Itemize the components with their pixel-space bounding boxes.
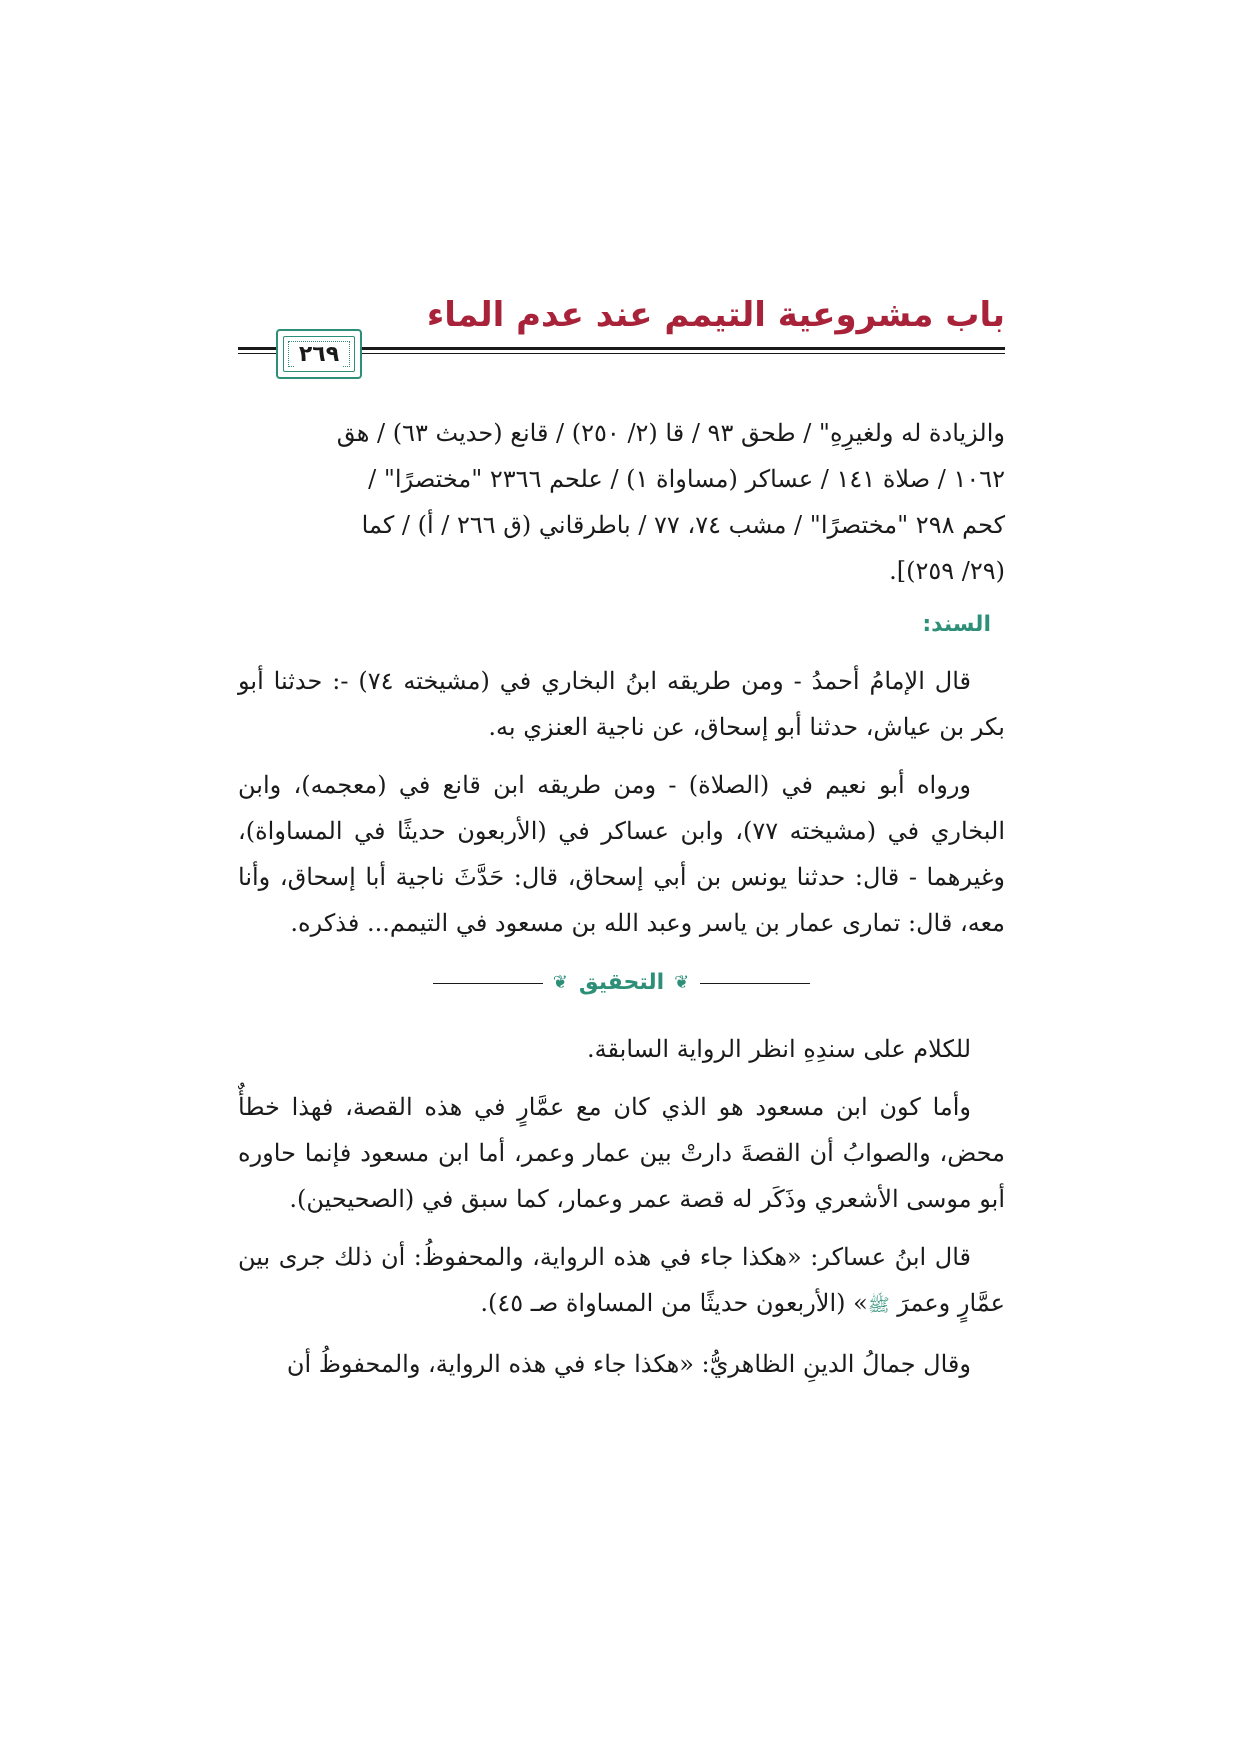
- tahqiq-paragraph-4: وقال جمالُ الدينِ الظاهريُّ: «هكذا جاء في هذه الرواية، والمحفوظُ أن: [286, 1350, 971, 1378]
- sanad-label: السند:: [922, 612, 991, 637]
- source-line-4: (٢٩/ ٢٥٩)].: [889, 557, 1005, 585]
- tahqiq-divider: [238, 960, 1005, 1006]
- source-line-2: ١٠٦٢ / صلاة ١٤١ / عساكر (مساواة ١) / علحم ٢٣٦٦ "مختصرًا" /: [368, 465, 1005, 493]
- page-number: ٢٦٩: [295, 342, 343, 367]
- header-rule-left-bottom: [238, 353, 276, 354]
- tahqiq-heading: التحقيق: [578, 970, 665, 995]
- quote-citation: » (الأربعون حديثًا من المساواة صـ ٤٥).: [480, 1289, 868, 1317]
- source-references: [238, 410, 1005, 594]
- page-number-badge: [276, 329, 362, 379]
- header-rule-top: [338, 347, 1005, 350]
- ornament-icon: ❦: [552, 972, 569, 993]
- sanad-paragraph-1: قال الإمامُ أحمدُ - ومن طريقه ابنُ البخاري في (مشيخته ٧٤) -: حدثنا أبو بكر بن عياش، حدثنا أبو إسحاق، عن ناجية العنزي به.: [238, 667, 1005, 741]
- divider-line-left: [433, 983, 543, 984]
- chapter-title: باب مشروعية التيمم عند عدم الماء: [426, 295, 1005, 335]
- tahqiq-paragraph-3: [238, 1234, 1005, 1329]
- source-line-1: والزيادة له ولغيرِهِ" / طحق ٩٣ / قا (٢/ ٢٥٠) / قانع (حديث ٦٣) / هق: [336, 419, 1005, 447]
- divider-line-right: [700, 983, 810, 984]
- source-line-3: كحم ٢٩٨ "مختصرًا" / مشب ٧٤، ٧٧ / باطرقاني (ق ٢٦٦ / أ) / كما: [361, 511, 1005, 539]
- tahqiq-paragraph-2: وأما كون ابن مسعود هو الذي كان مع عمَّارٍ في هذه القصة، فهذا خطأٌ محض، والصوابُ أن القصةَ دارتْ بين عمار وعمر، أما ابن مسعود فإنما حاوره أبو موسى الأشعري وذَكَر له قصة عمر وعمار، كما سبق في (الصحيحين).: [238, 1093, 1005, 1213]
- page-body: [238, 410, 1005, 1387]
- quote-text: قال ابنُ عساكر: «هكذا جاء في هذه الرواية، والمحفوظُ: أن ذلك جرى بين عمَّارٍ وعمرَ: [238, 1243, 1005, 1317]
- page-header: [238, 295, 1005, 387]
- honorific-icon: ﷺ: [867, 1295, 890, 1316]
- sanad-paragraph-2: ورواه أبو نعيم في (الصلاة) - ومن طريقه ابن قانع في (معجمه)، وابن البخاري في (مشيخته ٧٧)، وابن عساكر في (الأربعون حديثًا في المساواة)، وغيرهما - قال: حدثنا يونس بن أبي إسحاق، قال: حَدَّثَ ناجية أبا إسحاق، وأنا معه، قال: تمارى عمار بن ياسر وعبد الله بن مسعود في التيمم... فذكره.: [238, 771, 1005, 937]
- tahqiq-paragraph-1: للكلام على سندِهِ انظر الرواية السابقة.: [587, 1035, 971, 1063]
- header-rule-bottom: [338, 353, 1005, 354]
- header-rule-left-top: [238, 347, 276, 350]
- ornament-icon: ❦: [674, 972, 691, 993]
